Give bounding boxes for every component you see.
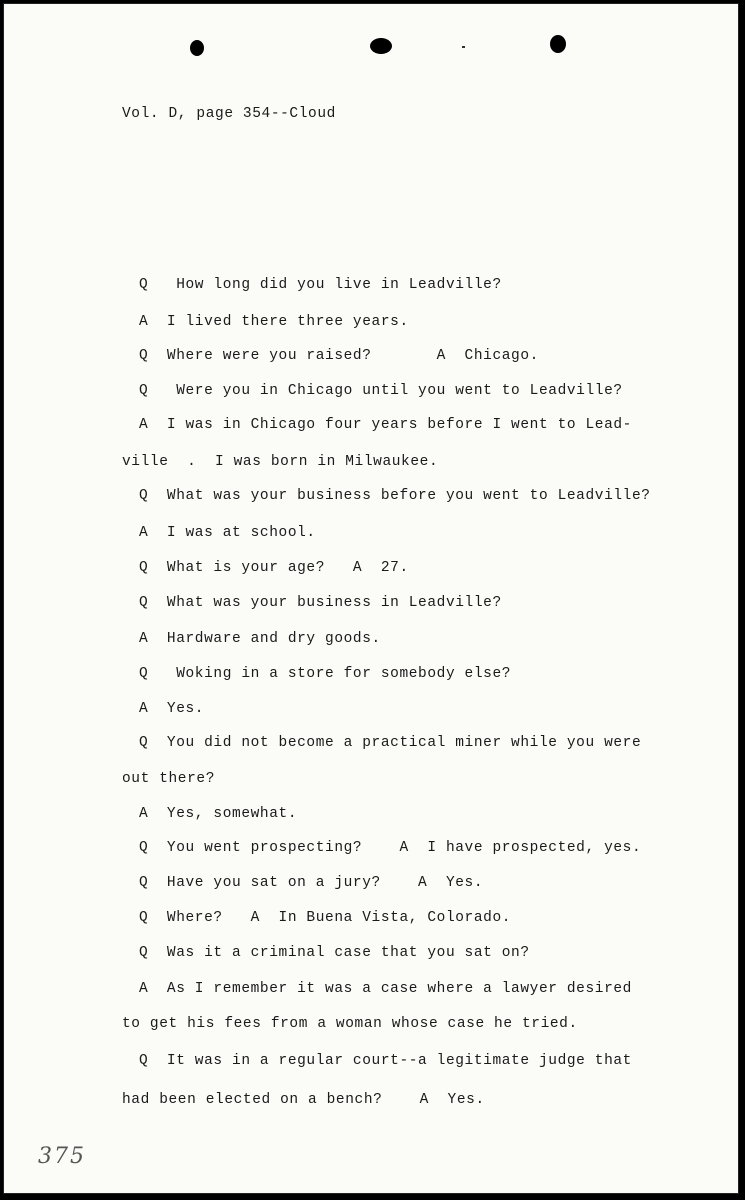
paper-speck — [462, 46, 465, 48]
handwritten-page-number: 375 — [38, 1144, 86, 1169]
transcript-line: A I was in Chicago four years before I went to Lead- — [139, 417, 632, 433]
transcript-line: ville . I was born in Milwaukee. — [122, 454, 439, 470]
document-page — [3, 3, 739, 1194]
transcript-line: A As I remember it was a case where a lawyer desired — [139, 981, 632, 997]
punch-hole-center — [370, 38, 392, 54]
transcript-line: Q How long did you live in Leadville? — [139, 277, 502, 293]
transcript-line: A I lived there three years. — [139, 314, 409, 330]
transcript-line: Q Where? A In Buena Vista, Colorado. — [139, 910, 512, 926]
transcript-line: A I was at school. — [139, 525, 316, 541]
transcript-line: Q Was it a criminal case that you sat on? — [139, 945, 530, 961]
transcript-line: to get his fees from a woman whose case he tried. — [122, 1016, 578, 1032]
transcript-line: Q What is your age? A 27. — [139, 560, 409, 576]
transcript-line: Q You went prospecting? A I have prospected, yes. — [139, 840, 642, 856]
transcript-line: Q Woking in a store for somebody else? — [139, 666, 512, 682]
transcript-line: A Hardware and dry goods. — [139, 631, 381, 647]
transcript-line: out there? — [122, 771, 216, 787]
transcript-line: Q It was in a regular court--a legitimate judge that — [139, 1053, 632, 1069]
transcript-line: Q Were you in Chicago until you went to Leadville? — [139, 383, 623, 399]
transcript-line: A Yes, somewhat. — [139, 806, 298, 822]
transcript-line: Q What was your business in Leadville? — [139, 595, 502, 611]
transcript-line: A Yes. — [139, 701, 205, 717]
transcript-line: Q You did not become a practical miner while you were — [139, 735, 642, 751]
page-header: Vol. D, page 354--Cloud — [122, 106, 336, 122]
punch-hole-right — [550, 35, 566, 53]
punch-hole-left — [190, 40, 204, 56]
transcript-line: had been elected on a bench? A Yes. — [122, 1092, 485, 1108]
transcript-line: Q What was your business before you went to Leadville? — [139, 488, 651, 504]
transcript-line: Q Have you sat on a jury? A Yes. — [139, 875, 484, 891]
transcript-line: Q Where were you raised? A Chicago. — [139, 348, 539, 364]
